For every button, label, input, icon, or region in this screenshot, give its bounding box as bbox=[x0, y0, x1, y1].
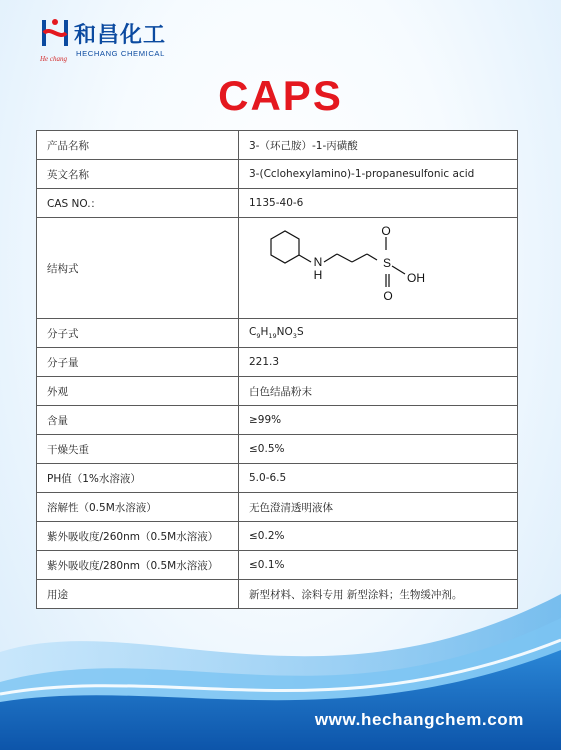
row-key: 溶解性（0.5M水溶液） bbox=[37, 493, 239, 522]
row-value: 无色澄清透明液体 bbox=[239, 493, 518, 522]
table-row bbox=[37, 189, 518, 218]
row-value: ≥99% bbox=[239, 406, 518, 435]
company-logo bbox=[40, 16, 180, 64]
row-key: PH值（1%水溶液） bbox=[37, 464, 239, 493]
table-row bbox=[37, 522, 518, 551]
row-key: 分子式 bbox=[37, 319, 239, 348]
row-key: 外观 bbox=[37, 377, 239, 406]
table-row bbox=[37, 319, 518, 348]
table-row bbox=[37, 131, 518, 160]
structure-sulfur-label: S bbox=[382, 256, 392, 270]
row-key: 干燥失重 bbox=[37, 435, 239, 464]
row-key: 分子量 bbox=[37, 348, 239, 377]
row-key: 紫外吸收度/260nm（0.5M水溶液） bbox=[37, 522, 239, 551]
molecular-formula: $C_9H_{19}NO_3S$ bbox=[239, 319, 518, 348]
table-row bbox=[37, 406, 518, 435]
structure-cell bbox=[239, 218, 518, 319]
table-row bbox=[37, 435, 518, 464]
row-value: 3-(Cclohexylamino)-1-propanesulfonic acid bbox=[239, 160, 518, 189]
row-key: 含量 bbox=[37, 406, 239, 435]
structure-hydrogen-label: H bbox=[313, 268, 323, 282]
row-value: ≤0.5% bbox=[239, 435, 518, 464]
logo-mark-icon bbox=[40, 16, 70, 50]
structure-oxygen-top-label: O bbox=[381, 224, 391, 238]
product-title: CAPS bbox=[218, 72, 343, 119]
row-value: 5.0-6.5 bbox=[239, 464, 518, 493]
row-key: 用途 bbox=[37, 580, 239, 609]
website-url: www.hechangchem.com bbox=[314, 710, 524, 729]
row-value: ≤0.1% bbox=[239, 551, 518, 580]
structure-oxygen-bottom-label: O bbox=[383, 289, 393, 303]
row-key: 紫外吸收度/280nm（0.5M水溶液） bbox=[37, 551, 239, 580]
logo-script-text: He chang bbox=[40, 55, 68, 63]
row-value: 白色结晶粉末 bbox=[239, 377, 518, 406]
row-value: ≤0.2% bbox=[239, 522, 518, 551]
logo-chinese-name: 和昌化工 bbox=[74, 23, 167, 48]
structure-hydroxyl-label: OH bbox=[407, 271, 425, 285]
row-value: 1135-40-6 bbox=[239, 189, 518, 218]
row-key: CAS NO.： bbox=[37, 189, 239, 218]
row-value: 新型材料、涂料专用 新型涂料；生物缓冲剂。 bbox=[239, 580, 518, 609]
logo-english-name: HECHANG CHEMICAL bbox=[76, 49, 165, 58]
table-row bbox=[37, 551, 518, 580]
spec-table bbox=[36, 130, 518, 609]
row-key: 英文名称 bbox=[37, 160, 239, 189]
row-key: 结构式 bbox=[37, 218, 239, 319]
table-row bbox=[37, 218, 518, 319]
structure-nitrogen-label: N bbox=[313, 255, 323, 269]
row-value: 3-（环己胺）-1-丙磺酸 bbox=[239, 131, 518, 160]
table-row bbox=[37, 160, 518, 189]
table-row bbox=[37, 464, 518, 493]
table-row bbox=[37, 348, 518, 377]
row-key: 产品名称 bbox=[37, 131, 239, 160]
structure-diagram bbox=[249, 222, 449, 314]
table-row bbox=[37, 493, 518, 522]
table-row bbox=[37, 377, 518, 406]
row-value: 221.3 bbox=[239, 348, 518, 377]
